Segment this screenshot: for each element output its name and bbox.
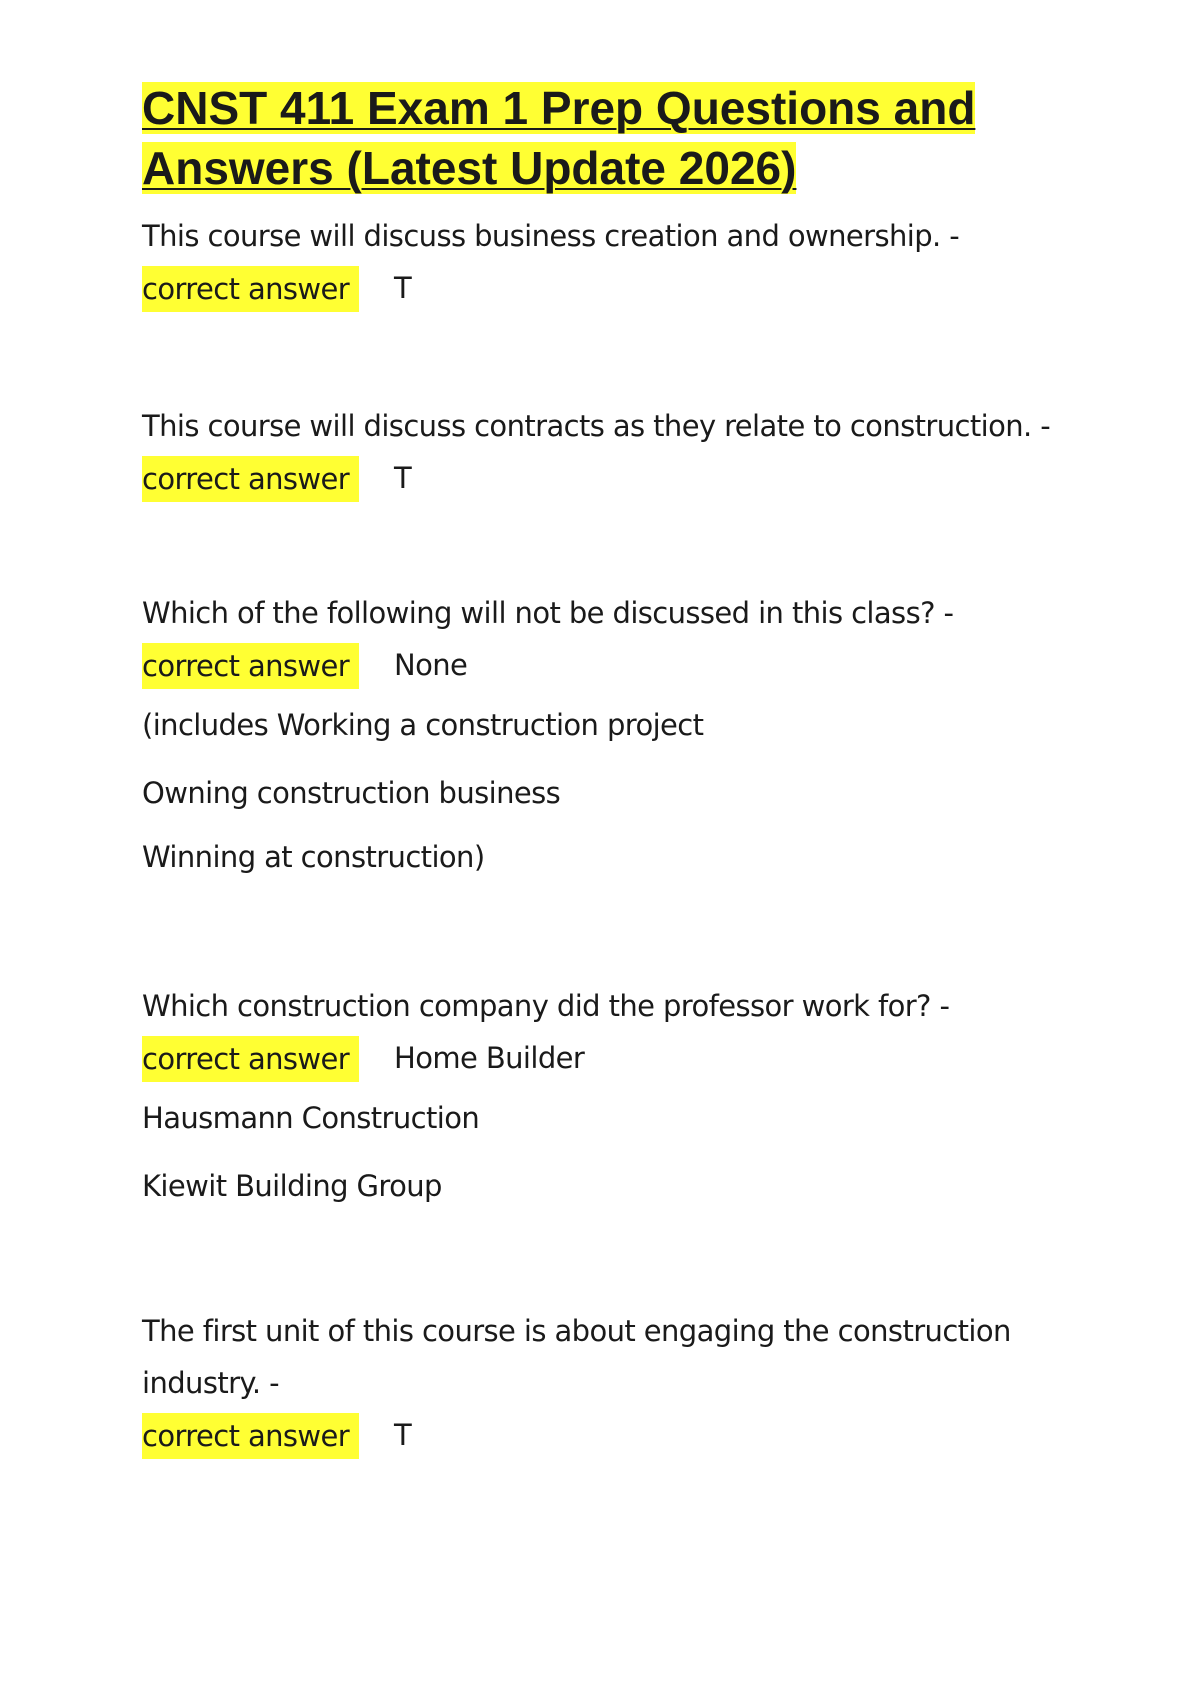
qa-item-2 [142, 400, 1051, 504]
answer-label: correct answer [142, 1036, 359, 1082]
document-page [142, 78, 1042, 198]
answer-row [142, 262, 1042, 314]
question-text: This course will discuss business creation and ownership. - [142, 219, 960, 253]
qa-item-4 [142, 980, 1042, 1220]
answer-value: None [394, 648, 468, 682]
answer-label: correct answer [142, 1413, 359, 1459]
qa-item-3 [142, 587, 1042, 887]
answer-row [142, 639, 1042, 691]
answer-value: T [394, 271, 412, 305]
answer-label: correct answer [142, 456, 359, 502]
answer-note-line: Winning at construction) [142, 840, 485, 874]
answer-row [142, 1409, 1042, 1461]
title-line-1: CNST 411 Exam 1 Prep Questions and [142, 82, 976, 134]
qa-item-1 [142, 210, 1042, 314]
answer-note-line: Kiewit Building Group [142, 1169, 442, 1203]
title-line-2: Answers (Latest Update 2026) [142, 142, 797, 194]
answer-note-line: (includes Working a construction project [142, 708, 704, 742]
question-text-continued: industry. - [142, 1366, 279, 1400]
answer-row [142, 452, 1042, 504]
question-text: This course will discuss contracts as they relate to construction. - [142, 409, 1051, 443]
answer-value: T [394, 1418, 412, 1452]
qa-item-5 [142, 1305, 1042, 1461]
answer-value: Home Builder [394, 1041, 585, 1075]
document-title [142, 78, 1042, 198]
answer-note-line: Hausmann Construction [142, 1101, 480, 1135]
question-text: Which of the following will not be discussed in this class? - [142, 596, 954, 630]
answer-value: T [394, 461, 412, 495]
question-text: Which construction company did the professor work for? - [142, 989, 950, 1023]
answer-note-line: Owning construction business [142, 776, 561, 810]
answer-label: correct answer [142, 643, 359, 689]
answer-row [142, 1032, 1042, 1084]
answer-label: correct answer [142, 266, 359, 312]
question-text: The first unit of this course is about engaging the construction [142, 1314, 1011, 1348]
